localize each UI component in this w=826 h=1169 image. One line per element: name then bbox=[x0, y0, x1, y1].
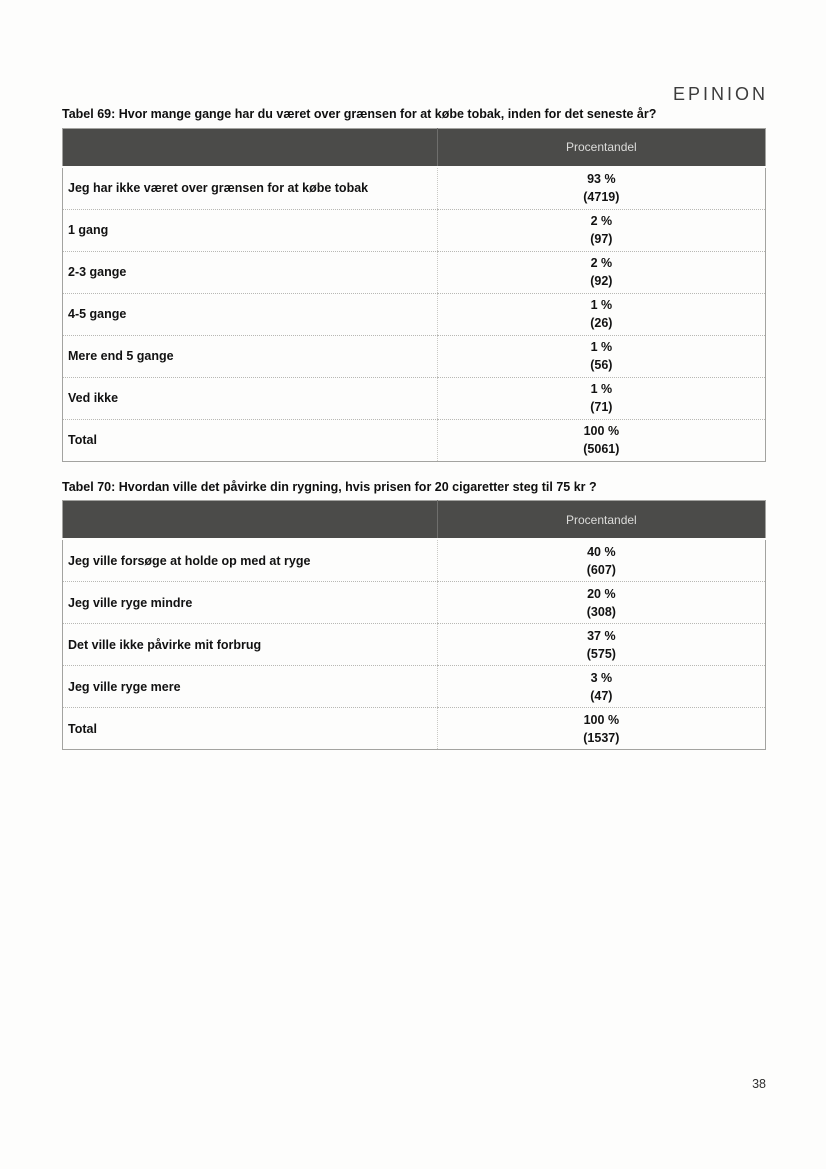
row-count: (71) bbox=[590, 400, 613, 415]
table-70-header-empty bbox=[63, 501, 438, 540]
table-row bbox=[63, 209, 766, 251]
row-value bbox=[437, 419, 765, 461]
table-69-title: Tabel 69: Hvor mange gange har du været over grænsen for at købe tobak, inden for det seneste år? bbox=[62, 107, 657, 121]
table-row bbox=[63, 582, 766, 624]
row-percent: 20 % bbox=[587, 586, 616, 601]
row-label: Det ville ikke påvirke mit forbrug bbox=[63, 624, 438, 666]
row-count: (97) bbox=[590, 232, 613, 247]
table-69-header-empty bbox=[63, 128, 438, 167]
row-value bbox=[437, 624, 765, 666]
row-value bbox=[437, 251, 765, 293]
row-percent: 2 % bbox=[590, 214, 613, 228]
row-percent: 100 % bbox=[583, 712, 620, 727]
row-label: 1 gang bbox=[63, 209, 438, 251]
table-70-header-procentandel: Procentandel bbox=[437, 501, 765, 540]
row-label: 4-5 gange bbox=[63, 293, 438, 335]
row-count: (92) bbox=[590, 274, 613, 289]
row-count: (26) bbox=[590, 316, 613, 331]
row-value bbox=[437, 666, 765, 708]
row-label: Jeg ville forsøge at holde op med at ryge bbox=[63, 539, 438, 582]
row-value bbox=[437, 708, 765, 750]
table-row bbox=[63, 251, 766, 293]
row-percent: 100 % bbox=[583, 424, 620, 438]
table-row-total bbox=[63, 708, 766, 750]
row-percent: 37 % bbox=[587, 628, 616, 643]
table-row bbox=[63, 539, 766, 582]
row-value bbox=[437, 377, 765, 419]
table-row bbox=[63, 624, 766, 666]
row-count: (308) bbox=[586, 604, 616, 619]
row-value bbox=[437, 209, 765, 251]
row-percent: 1 % bbox=[590, 298, 613, 312]
row-percent: 1 % bbox=[590, 382, 613, 396]
row-percent: 40 % bbox=[587, 544, 616, 559]
table-69-header-procentandel: Procentandel bbox=[437, 128, 765, 167]
row-percent: 2 % bbox=[590, 256, 613, 270]
table-69 bbox=[62, 128, 766, 462]
table-row bbox=[63, 167, 766, 210]
row-count: (575) bbox=[586, 646, 616, 661]
row-percent: 1 % bbox=[590, 340, 613, 354]
table-row-total bbox=[63, 419, 766, 461]
epinion-logo: EPINION bbox=[672, 84, 768, 104]
row-count: (4719) bbox=[583, 190, 620, 205]
row-value bbox=[437, 167, 765, 210]
row-count: (1537) bbox=[583, 730, 620, 745]
table-70 bbox=[62, 500, 766, 750]
row-value bbox=[437, 539, 765, 582]
row-count: (607) bbox=[586, 562, 616, 577]
row-percent: 93 % bbox=[587, 172, 616, 186]
table-70-title: Tabel 70: Hvordan ville det påvirke din rygning, hvis prisen for 20 cigaretter steg til 75 kr ? bbox=[62, 479, 597, 494]
row-value bbox=[437, 582, 765, 624]
row-count: (47) bbox=[590, 688, 613, 703]
row-count: (56) bbox=[590, 358, 613, 373]
row-label: Jeg har ikke været over grænsen for at købe tobak bbox=[63, 167, 438, 210]
table-row bbox=[63, 335, 766, 377]
row-label: Ved ikke bbox=[63, 377, 438, 419]
row-percent: 3 % bbox=[590, 670, 613, 685]
row-label: 2-3 gange bbox=[63, 251, 438, 293]
row-value bbox=[437, 293, 765, 335]
table-row bbox=[63, 666, 766, 708]
table-row bbox=[63, 293, 766, 335]
table-70-header-row bbox=[63, 501, 766, 540]
row-label: Mere end 5 gange bbox=[63, 335, 438, 377]
row-count: (5061) bbox=[583, 442, 620, 457]
row-label: Jeg ville ryge mere bbox=[63, 666, 438, 708]
row-label: Total bbox=[63, 708, 438, 750]
table-row bbox=[63, 377, 766, 419]
page-content bbox=[62, 107, 766, 768]
row-label: Total bbox=[63, 419, 438, 461]
row-label: Jeg ville ryge mindre bbox=[63, 582, 438, 624]
row-value bbox=[437, 335, 765, 377]
page-number: 38 bbox=[752, 1077, 766, 1091]
table-69-header-row bbox=[63, 128, 766, 167]
